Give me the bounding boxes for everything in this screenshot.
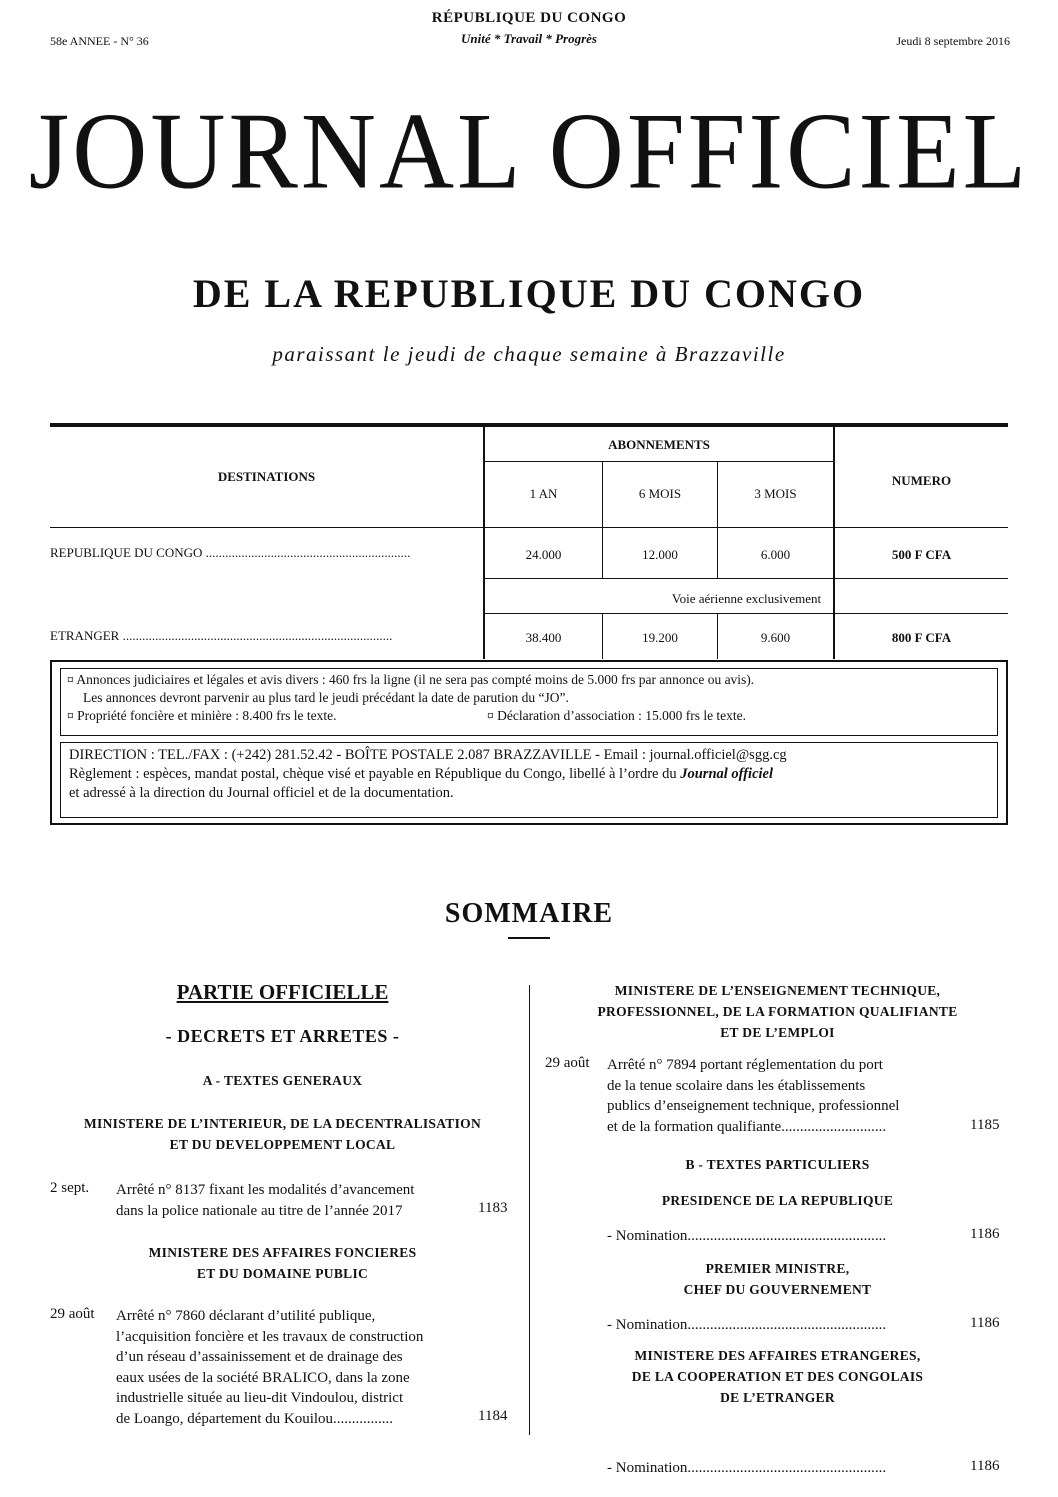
air-note: Voie aérienne exclusivement xyxy=(671,591,822,606)
subscription-table xyxy=(50,423,1008,659)
entry2-line2: l’acquisition foncière et les travaux de construction xyxy=(116,1328,424,1345)
nomination1-page: 1186 xyxy=(970,1226,1000,1242)
min-interieur-line1: MINISTERE DE L’INTERIEUR, DE LA DECENTRALISATION xyxy=(84,1116,481,1131)
notice-association: ¤ Déclaration d’association : 15.000 frs le texte. xyxy=(487,708,747,723)
journal-tagline: paraissant le jeudi de chaque semaine à Brazzaville xyxy=(272,342,786,366)
nomination2-page: 1186 xyxy=(970,1315,1000,1331)
national-motto: Unité * Travail * Progrès xyxy=(460,31,597,46)
min-enseignement-line2: PROFESSIONNEL, DE LA FORMATION QUALIFIANTE xyxy=(597,1004,958,1019)
textes-generaux: A - TEXTES GENERAUX xyxy=(202,1073,363,1088)
entry2-line4: eaux usées de la société BRALICO, dans la zone xyxy=(116,1369,410,1386)
price-congo-1an: 24.000 xyxy=(525,547,562,562)
info-box xyxy=(50,660,1008,825)
premier-line2: CHEF DU GOUVERNEMENT xyxy=(683,1282,872,1297)
entry3-line3: publics d’enseignement technique, professionnel xyxy=(607,1098,900,1114)
min-foncieres-line1: MINISTERE DES AFFAIRES FONCIERES xyxy=(148,1245,417,1260)
entry2-line5: industrielle située au lieu-dit Vindoulou, district xyxy=(116,1390,404,1406)
min-etrangeres-line1: MINISTERE DES AFFAIRES ETRANGERES, xyxy=(634,1348,921,1363)
journal-title: JOURNAL OFFICIEL xyxy=(28,91,1030,212)
issue-date: Jeudi 8 septembre 2016 xyxy=(896,34,1010,48)
entry3-line2: de la tenue scolaire dans les établissements xyxy=(607,1077,866,1094)
nomination3: - Nomination..................................................... xyxy=(607,1460,887,1476)
min-enseignement-line3: ET DE L’EMPLOI xyxy=(720,1025,835,1040)
min-etrangeres xyxy=(545,1345,1010,1408)
min-etrangeres-line3: DE L’ETRANGER xyxy=(720,1390,835,1405)
price-etranger-numero: 800 F CFA xyxy=(891,630,952,645)
min-interieur-line2: ET DU DEVELOPPEMENT LOCAL xyxy=(169,1137,396,1152)
republic-name: RÉPUBLIQUE DU CONGO xyxy=(431,10,627,26)
direction-journal-name: Journal officiel xyxy=(680,766,774,782)
entry3-line1: Arrêté n° 7894 portant réglementation du port xyxy=(607,1057,883,1073)
col-abonnements: ABONNEMENTS xyxy=(608,437,710,452)
entry3-date: 29 août xyxy=(545,1055,590,1071)
direction-reglement: Règlement : espèces, mandat postal, chèque visé et payable en République du Congo, libellé à l’ordre du xyxy=(69,766,681,782)
column-divider xyxy=(529,985,530,1435)
entry1-page: 1183 xyxy=(478,1200,508,1216)
presidence: PRESIDENCE DE LA REPUBLIQUE xyxy=(661,1193,894,1208)
entry2-line1: Arrêté n° 7860 déclarant d’utilité publique, xyxy=(116,1308,376,1324)
nomination3-page: 1186 xyxy=(970,1458,1000,1474)
partie-officielle: PARTIE OFFICIELLE xyxy=(176,980,389,1004)
entry2-page: 1184 xyxy=(478,1408,508,1424)
sommaire-title: SOMMAIRE xyxy=(444,898,614,929)
nomination2: - Nomination..................................................... xyxy=(607,1317,887,1333)
col-numero: NUMERO xyxy=(891,473,952,488)
entry3-line4: et de la formation qualifiante............................ xyxy=(607,1118,887,1135)
price-congo-numero: 500 F CFA xyxy=(891,547,952,562)
dest-congo: REPUBLIQUE DU CONGO ............................................................... xyxy=(50,545,411,560)
price-etranger-6mois: 19.200 xyxy=(642,630,678,645)
min-enseignement xyxy=(545,980,1010,1043)
entry2-line6: de Loango, département du Kouilou................ xyxy=(116,1410,394,1427)
sommaire-rule xyxy=(508,937,550,939)
price-etranger-3mois: 9.600 xyxy=(760,630,791,645)
entry2-text xyxy=(116,1306,423,1429)
entry2-line3: d’un réseau d’assainissement et de drainage des xyxy=(116,1349,403,1365)
direction-contact: DIRECTION : TEL./FAX : (+242) 281.52.42 - BOÎTE POSTALE 2.087 BRAZZAVILLE - Email : journal.officiel@sgg.cg xyxy=(69,747,787,763)
min-interieur xyxy=(50,1113,515,1155)
issue-number: 58e ANNEE - N° 36 xyxy=(50,34,149,48)
nomination1: - Nomination..................................................... xyxy=(607,1228,887,1244)
entry3-page: 1185 xyxy=(970,1117,1000,1133)
price-etranger-1an: 38.400 xyxy=(525,630,562,645)
entry1-line2: dans la police nationale au titre de l’année 2017 xyxy=(116,1202,403,1219)
journal-subtitle: DE LA REPUBLIQUE DU CONGO xyxy=(192,271,866,316)
textes-particuliers: B - TEXTES PARTICULIERS xyxy=(685,1157,870,1172)
direction-box xyxy=(60,742,998,818)
notice-annonces: ¤ Annonces judiciaires et légales et avis divers : 460 frs la ligne (il ne sera pas compté moins de 5.000 frs par annonce ou avis). xyxy=(67,672,755,687)
notice-deadline: Les annonces devront parvenir au plus tard le jeudi précédant la date de parution du “JO”. xyxy=(83,690,569,705)
direction-address: et adressé à la direction du Journal officiel et de la documentation. xyxy=(69,785,454,801)
min-etrangeres-line2: DE LA COOPERATION ET DES CONGOLAIS xyxy=(631,1369,924,1384)
premier-ministre xyxy=(545,1258,1010,1300)
min-enseignement-line1: MINISTERE DE L’ENSEIGNEMENT TECHNIQUE, xyxy=(614,983,941,998)
price-congo-6mois: 12.000 xyxy=(642,547,678,562)
notices-box xyxy=(60,668,998,736)
period-6mois: 6 MOIS xyxy=(638,486,682,501)
entry3-text xyxy=(607,1055,899,1137)
premier-line1: PREMIER MINISTRE, xyxy=(705,1261,850,1276)
min-foncieres xyxy=(50,1242,515,1284)
decrets-arretes: - DECRETS ET ARRETES - xyxy=(165,1026,400,1046)
entry1-line1: Arrêté n° 8137 fixant les modalités d’avancement xyxy=(116,1182,415,1198)
col-destinations: DESTINATIONS xyxy=(217,469,316,484)
period-3mois: 3 MOIS xyxy=(754,486,797,501)
price-congo-3mois: 6.000 xyxy=(760,547,791,562)
period-1an: 1 AN xyxy=(529,486,558,501)
entry1-date: 2 sept. xyxy=(50,1180,90,1196)
entry1-text xyxy=(116,1180,414,1221)
min-foncieres-line2: ET DU DOMAINE PUBLIC xyxy=(196,1266,369,1281)
notice-propriete: ¤ Propriété foncière et minière : 8.400 frs le texte. xyxy=(67,708,337,723)
entry2-date: 29 août xyxy=(50,1306,95,1322)
dest-etranger: ETRANGER ................................................................................... xyxy=(50,628,393,643)
